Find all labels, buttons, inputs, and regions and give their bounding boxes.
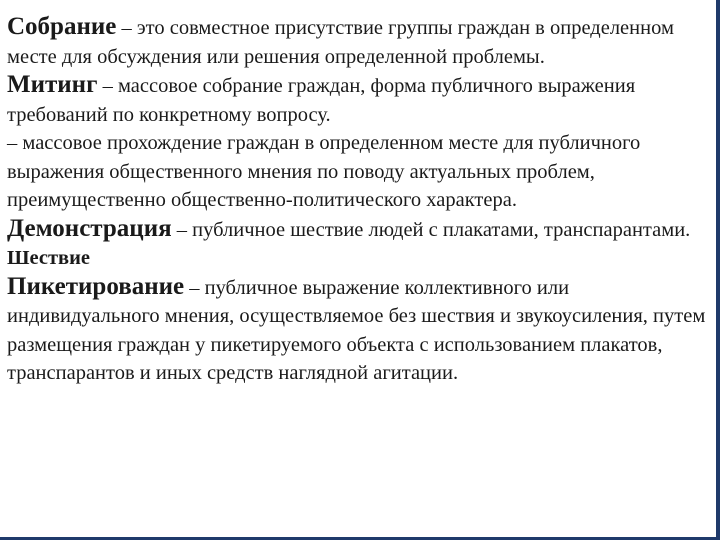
term-miting: Митинг: [7, 71, 98, 98]
term-shestvie: Шествие: [7, 247, 91, 269]
definition-sobranie-text: – это совместное присутствие группы граждан в определенном месте для обсуждения или решения определенной проблемы.: [7, 17, 674, 68]
definitions-list: [7, 13, 707, 388]
definition-miting: [7, 71, 707, 129]
definition-demonstratsiya-text: – публичное шествие людей с плакатами, транспарантами.: [171, 218, 691, 241]
definition-shestvie: [7, 244, 707, 273]
term-demonstratsiya: Демонстрация: [7, 214, 172, 242]
definition-miting-text: – массовое собрание граждан, форма публичного выражения требований по конкретному вопросу.: [7, 75, 636, 126]
definition-sobranie: [7, 13, 707, 71]
definition-demonstratsiya: [7, 215, 707, 245]
definition-piketirovanie-text: – публичное выражение коллективного или индивидуального мнения, осуществляемое без шествия и звукоусиления, путем размещения граждан у пикетируемого объекта с использованием плакатов, транспарантов и иных средств наглядной агитации.: [7, 276, 706, 384]
definition-shestvie-desc-text: – массовое прохождение граждан в определенном месте для публичного выражения общественного мнения по поводу актуальных проблем, преимущественно общественно-политического характера.: [7, 132, 641, 211]
definition-shestvie-desc: [7, 129, 707, 215]
term-piketirovanie: Пикетирование: [7, 272, 185, 300]
term-sobranie: Собрание: [7, 13, 117, 40]
definition-piketirovanie: [7, 273, 707, 388]
